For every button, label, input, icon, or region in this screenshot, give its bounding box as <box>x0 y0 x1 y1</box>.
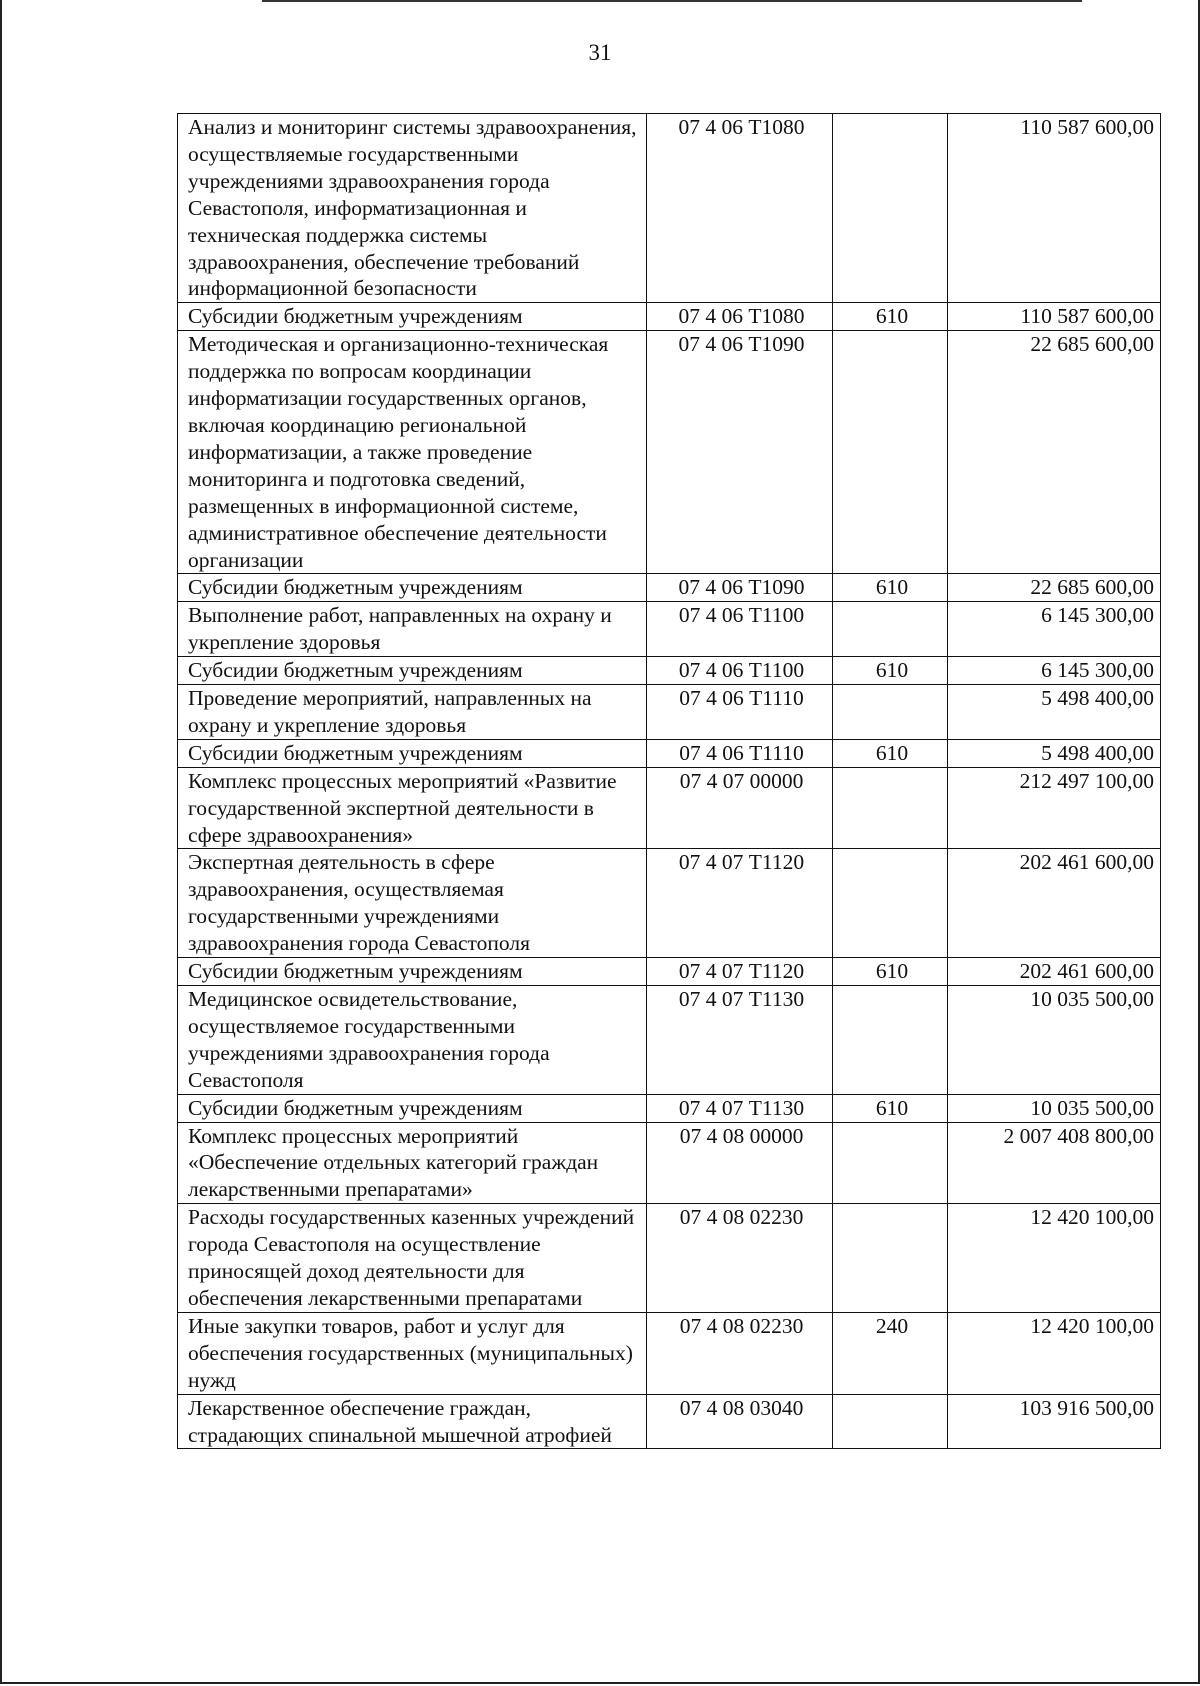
row-type-cell <box>833 1122 948 1204</box>
row-code-cell: 07 4 06 Т1080 <box>647 114 833 303</box>
row-type-cell <box>833 1394 948 1449</box>
row-code-cell: 07 4 07 Т1120 <box>647 958 833 986</box>
row-name-cell: Проведение мероприятий, направленных на охрану и укрепление здоровья <box>178 685 647 740</box>
row-name-cell: Субсидии бюджетным учреждениям <box>178 739 647 767</box>
row-sum-cell: 10 035 500,00 <box>948 986 1161 1095</box>
row-type-cell <box>833 331 948 574</box>
row-code-cell: 07 4 07 00000 <box>647 767 833 849</box>
row-code-cell: 07 4 06 Т1100 <box>647 657 833 685</box>
row-sum-cell: 6 145 300,00 <box>948 657 1161 685</box>
row-type-cell: 610 <box>833 1094 948 1122</box>
row-sum-cell: 12 420 100,00 <box>948 1204 1161 1313</box>
row-name-cell: Экспертная деятельность в сфере здравоохранения, осуществляемая государственными учреждениями здравоохранения города Севастополя <box>178 849 647 958</box>
row-type-cell <box>833 767 948 849</box>
table-row <box>178 114 1161 303</box>
row-code-cell: 07 4 08 03040 <box>647 1394 833 1449</box>
row-name-cell: Субсидии бюджетным учреждениям <box>178 574 647 602</box>
table-row <box>178 602 1161 657</box>
row-code-cell: 07 4 06 Т1080 <box>647 303 833 331</box>
row-code-cell: 07 4 07 Т1130 <box>647 986 833 1095</box>
table-row <box>178 849 1161 958</box>
row-type-cell <box>833 114 948 303</box>
table-row <box>178 574 1161 602</box>
row-code-cell: 07 4 08 02230 <box>647 1204 833 1313</box>
row-name-cell: Медицинское освидетельствование, осуществляемое государственными учреждениями здравоохранения города Севастополя <box>178 986 647 1095</box>
row-code-cell: 07 4 07 Т1130 <box>647 1094 833 1122</box>
table-row <box>178 958 1161 986</box>
table-row <box>178 986 1161 1095</box>
row-sum-cell: 110 587 600,00 <box>948 114 1161 303</box>
row-sum-cell: 202 461 600,00 <box>948 849 1161 958</box>
table-row <box>178 1312 1161 1394</box>
budget-table-body <box>178 114 1161 1449</box>
row-sum-cell: 202 461 600,00 <box>948 958 1161 986</box>
row-type-cell <box>833 602 948 657</box>
row-type-cell: 610 <box>833 739 948 767</box>
row-name-cell: Методическая и организационно-техническая поддержка по вопросам координации информатизации государственных органов, включая координацию региональной информатизации, а также проведение мониторинга и подготовка сведений, размещенных в информационной системе, административное обеспечение деятельности организации <box>178 331 647 574</box>
row-code-cell: 07 4 07 Т1120 <box>647 849 833 958</box>
row-name-cell: Выполнение работ, направленных на охрану и укрепление здоровья <box>178 602 647 657</box>
row-type-cell: 610 <box>833 303 948 331</box>
row-type-cell <box>833 1204 948 1313</box>
row-type-cell <box>833 986 948 1095</box>
table-row <box>178 1204 1161 1313</box>
row-type-cell: 240 <box>833 1312 948 1394</box>
table-row <box>178 739 1161 767</box>
row-sum-cell: 10 035 500,00 <box>948 1094 1161 1122</box>
row-name-cell: Субсидии бюджетным учреждениям <box>178 1094 647 1122</box>
row-sum-cell: 5 498 400,00 <box>948 739 1161 767</box>
row-sum-cell: 103 916 500,00 <box>948 1394 1161 1449</box>
row-code-cell: 07 4 06 Т1100 <box>647 602 833 657</box>
table-row <box>178 331 1161 574</box>
row-name-cell: Субсидии бюджетным учреждениям <box>178 958 647 986</box>
row-type-cell <box>833 849 948 958</box>
row-name-cell: Субсидии бюджетным учреждениям <box>178 657 647 685</box>
row-type-cell: 610 <box>833 958 948 986</box>
row-sum-cell: 5 498 400,00 <box>948 685 1161 740</box>
table-row <box>178 685 1161 740</box>
row-type-cell: 610 <box>833 574 948 602</box>
row-sum-cell: 12 420 100,00 <box>948 1312 1161 1394</box>
row-type-cell: 610 <box>833 657 948 685</box>
table-row <box>178 1094 1161 1122</box>
row-name-cell: Расходы государственных казенных учреждений города Севастополя на осуществление приносящей доход деятельности для обеспечения лекарственными препаратами <box>178 1204 647 1313</box>
row-name-cell: Иные закупки товаров, работ и услуг для обеспечения государственных (муниципальных) нужд <box>178 1312 647 1394</box>
budget-table <box>177 113 1161 1449</box>
row-code-cell: 07 4 06 Т1090 <box>647 331 833 574</box>
table-row <box>178 303 1161 331</box>
row-code-cell: 07 4 08 00000 <box>647 1122 833 1204</box>
row-code-cell: 07 4 08 02230 <box>647 1312 833 1394</box>
table-row <box>178 1394 1161 1449</box>
row-sum-cell: 212 497 100,00 <box>948 767 1161 849</box>
row-name-cell: Комплекс процессных мероприятий «Развитие государственной экспертной деятельности в сфере здравоохранения» <box>178 767 647 849</box>
row-type-cell <box>833 685 948 740</box>
table-row <box>178 1122 1161 1204</box>
row-code-cell: 07 4 06 Т1110 <box>647 685 833 740</box>
page-number: 31 <box>588 40 612 65</box>
row-name-cell: Комплекс процессных мероприятий «Обеспечение отдельных категорий граждан лекарственными препаратами» <box>178 1122 647 1204</box>
table-row <box>178 657 1161 685</box>
table-row <box>178 767 1161 849</box>
row-sum-cell: 110 587 600,00 <box>948 303 1161 331</box>
row-sum-cell: 6 145 300,00 <box>948 602 1161 657</box>
row-name-cell: Анализ и мониторинг системы здравоохранения, осуществляемые государственными учреждениями здравоохранения города Севастополя, информатизационная и техническая поддержка системы здравоохранения, обеспечение требований информационной безопасности <box>178 114 647 303</box>
row-name-cell: Лекарственное обеспечение граждан, страдающих спинальной мышечной атрофией <box>178 1394 647 1449</box>
top-rule <box>262 0 1082 2</box>
row-sum-cell: 2 007 408 800,00 <box>948 1122 1161 1204</box>
row-sum-cell: 22 685 600,00 <box>948 331 1161 574</box>
row-sum-cell: 22 685 600,00 <box>948 574 1161 602</box>
row-code-cell: 07 4 06 Т1090 <box>647 574 833 602</box>
row-code-cell: 07 4 06 Т1110 <box>647 739 833 767</box>
row-name-cell: Субсидии бюджетным учреждениям <box>178 303 647 331</box>
